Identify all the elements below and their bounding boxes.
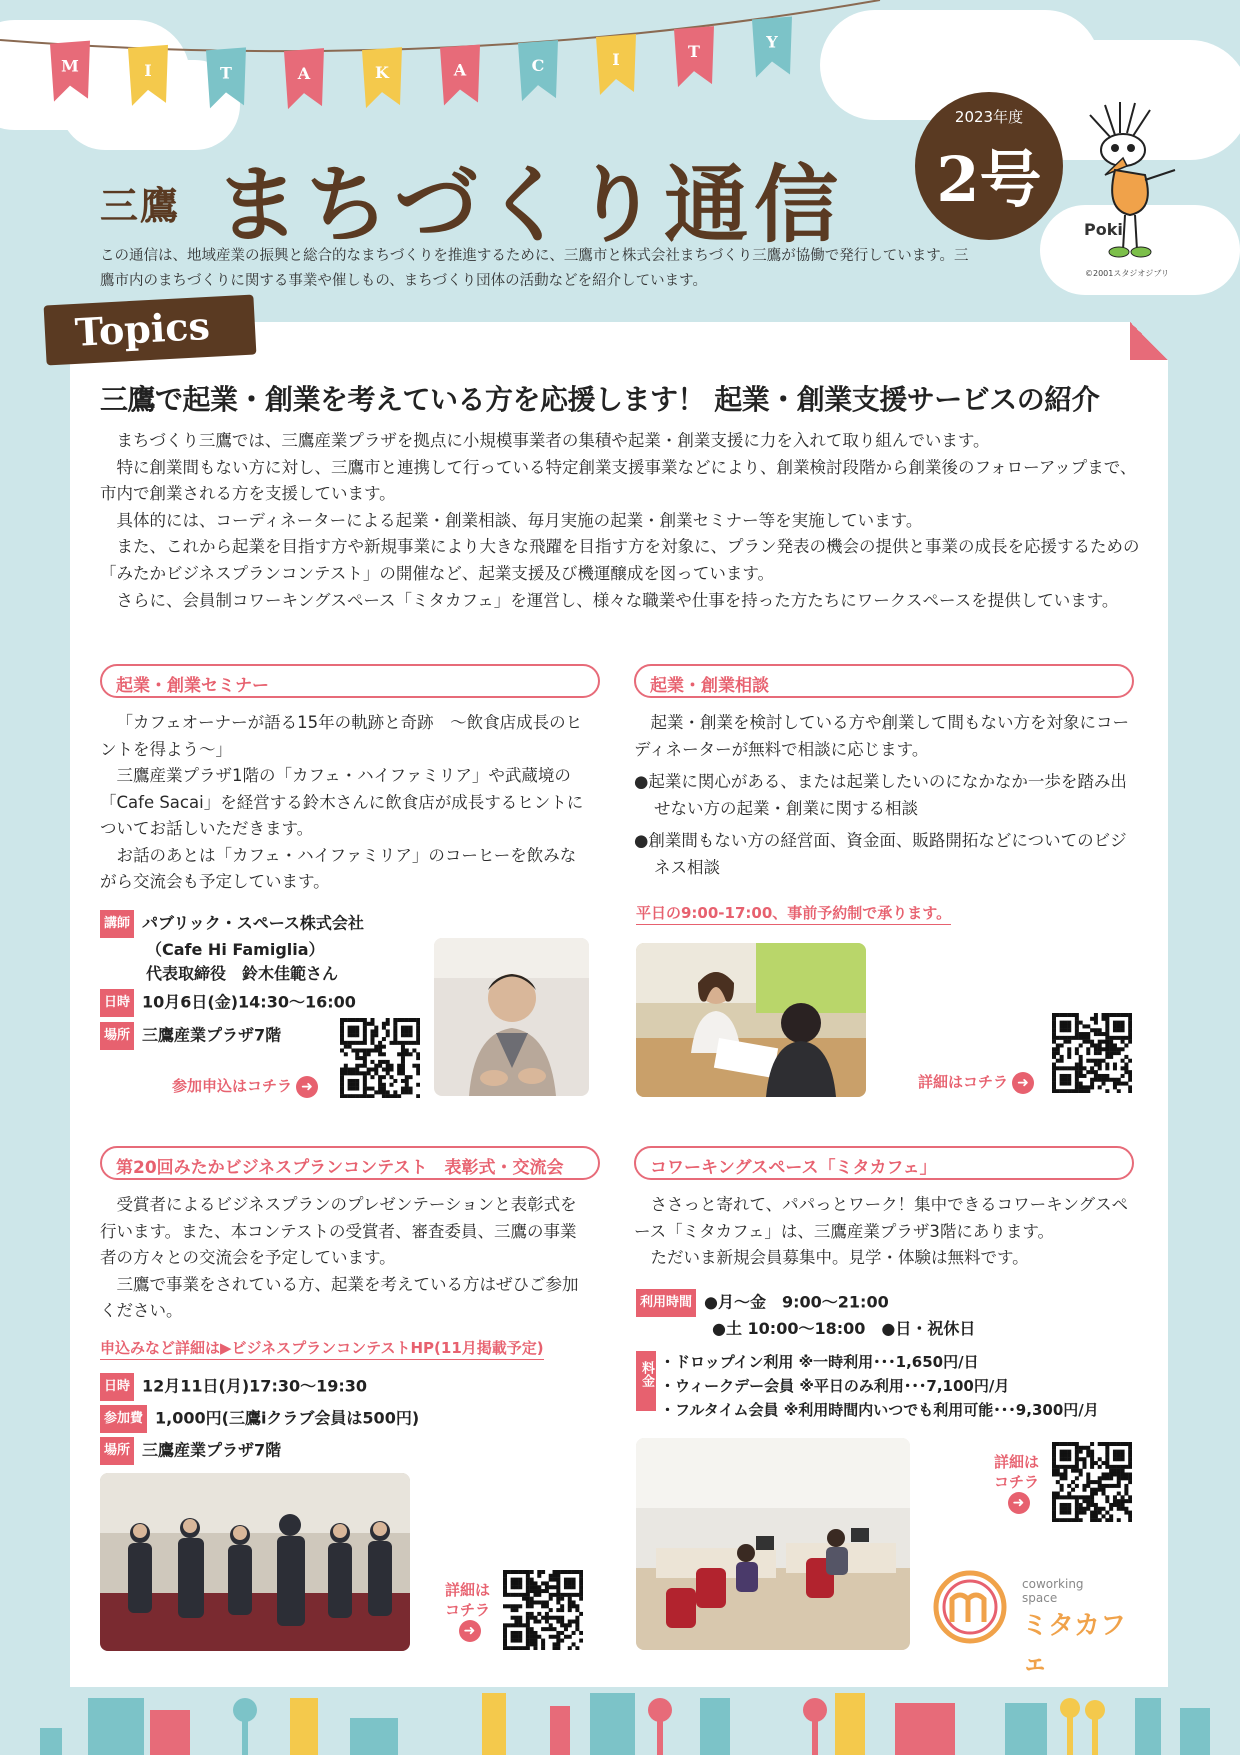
arrow-right-icon: ➜: [296, 1076, 318, 1098]
paragraph: さらに、会員制コワーキングスペース「ミタカフェ」を運営し、様々な職業や仕事を持った方たちにワークスペースを提供しています。: [116, 590, 1119, 610]
place-tag: 場所: [100, 1437, 134, 1465]
mitakafe-logo: [930, 1567, 1140, 1678]
list-item: ●創業間もない方の経営面、資金面、販路開拓などについてのビジネス相談: [634, 831, 1127, 877]
bunting-letter: I: [144, 60, 152, 80]
paragraph: 「カフェオーナーが語る15年の軌跡と奇跡 〜飲食店成長のヒントを得よう〜」: [100, 713, 583, 759]
paragraph: 三鷹産業プラザ1階の「カフェ・ハイファミリア」や武蔵境の「Cafe Sacai」を経営する鈴木さんに飲食店が成長するヒントについてお話しいただきます。: [100, 766, 584, 838]
contest-more-link[interactable]: [445, 1580, 490, 1642]
coworking-fees: [660, 1350, 1140, 1422]
paragraph: 具体的には、コーディネーターによる起業・創業相談、毎月実施の起業・創業セミナー等を実施しています。: [116, 510, 923, 530]
topics-headline: 三鷹で起業・創業を考えている方を応援します！ 起業・創業支援サービスの紹介: [100, 383, 1100, 416]
place-tag: 場所: [100, 1022, 134, 1050]
paragraph: ただいま新規会員募集中。見学・体験は無料です。: [650, 1248, 1029, 1267]
seminar-apply-label[interactable]: 参加申込はコチラ: [172, 1077, 293, 1095]
fee-line: ・ウィークデー会員 ※平日のみ利用･･･7,100円/月: [660, 1377, 1010, 1395]
logo-sub2: space: [1022, 1591, 1058, 1605]
topics-label: Topics: [73, 302, 211, 355]
bunting-letter: A: [453, 60, 467, 80]
fee-tag-label: 料金: [639, 1361, 654, 1387]
coworking-heading: コワーキングスペース「ミタカフェ」: [634, 1146, 1134, 1180]
qr-code[interactable]: [340, 1018, 420, 1098]
topics-body: [100, 428, 1140, 614]
paragraph: ささっと寄れて、パパっとワーク！集中できるコワーキングスペース「ミタカフェ」は、三鷹産業プラザ3階にあります。: [634, 1195, 1129, 1241]
seminar-heading: 起業・創業セミナー: [100, 664, 600, 698]
seminar-date-value: 10月6日(金)14:30〜16:00: [142, 992, 356, 1012]
topics-tag: [44, 295, 257, 366]
lecturer-line: 代表取締役 鈴木佳範さん: [146, 964, 339, 983]
consult-body: [634, 710, 1134, 881]
date-tag: 日時: [100, 1373, 134, 1401]
qr-code[interactable]: [1052, 1013, 1132, 1093]
consult-note-text: 平日の9:00-17:00、事前予約制で承ります。: [636, 904, 951, 925]
bunting-letter: I: [612, 49, 620, 69]
consult-note: [636, 902, 951, 923]
card-corner-fold: [1130, 322, 1168, 360]
city-name: 三鷹: [100, 183, 181, 228]
bunting-letter: C: [531, 56, 545, 76]
consult-photo: [636, 943, 866, 1097]
consult-heading: 起業・創業相談: [634, 664, 1134, 698]
arrow-right-icon: ➜: [1008, 1492, 1030, 1514]
mascot-name: Poki: [1084, 220, 1123, 239]
contest-details-link[interactable]: [100, 1337, 544, 1358]
contest-heading: 第20回みたかビジネスプランコンテスト 表彰式・交流会: [100, 1146, 600, 1180]
bunting-letter: Y: [766, 32, 778, 52]
copyright: ©2001スタジオジブリ: [1085, 269, 1170, 278]
bunting-letter: K: [375, 63, 389, 83]
qr-code[interactable]: [1052, 1442, 1132, 1522]
bunting-letter: T: [220, 63, 232, 83]
coworking-detail-link[interactable]: [994, 1452, 1039, 1514]
issue-year: 2023年度: [954, 108, 1024, 126]
link-line[interactable]: 詳細は: [994, 1453, 1040, 1471]
contest-place-value: 三鷹産業プラザ7階: [142, 1440, 282, 1460]
issue-badge: [915, 92, 1063, 240]
consult-detail-link[interactable]: [918, 1071, 1034, 1094]
contest-fee: [100, 1405, 580, 1433]
cityscape-illustration: [0, 1688, 1240, 1755]
paragraph: 三鷹で事業をされている方、起業を考えている方はぜひご参加ください。: [100, 1274, 579, 1320]
paragraph: お話のあとは「カフェ・ハイファミリア」のコーヒーを飲みながら交流会も予定しています。: [100, 845, 577, 891]
hours-line: ●月〜金 9:00〜21:00: [704, 1292, 889, 1312]
qr-code[interactable]: [503, 1570, 583, 1650]
paragraph: 特に創業間もない方に対し、三鷹市と連携して行っている特定創業支援事業などにより、創業検討段階から創業後のフォローアップまで、市内で創業される方を支援しています。: [100, 457, 1137, 504]
lecturer-line: パブリック・スペース株式会社: [142, 913, 364, 933]
bunting-letter: M: [61, 56, 79, 76]
bunting-letter: A: [297, 64, 311, 84]
bunting-flags: [0, 0, 900, 140]
fee-line: ・フルタイム会員 ※利用時間内いつでも利用可能･･･9,300円/月: [660, 1401, 1099, 1419]
seminar-place-value: 三鷹産業プラザ7階: [142, 1025, 282, 1045]
contest-details-text[interactable]: 申込みなど詳細は▶ビジネスプランコンテストHP(11月掲載予定): [100, 1339, 544, 1360]
arrow-right-icon: ➜: [1012, 1072, 1034, 1094]
arrow-right-icon: ➜: [459, 1620, 481, 1642]
seminar-speaker-photo: [434, 938, 589, 1096]
paragraph: また、これから起業を目指す方や新規事業により大きな飛躍を目指す方を対象に、プラン発表の機会の提供と事業の成長を応援するための「みたかビジネスプランコンテスト」の開催など、起業支援及び機運醸成を図っています。: [100, 537, 1140, 583]
paragraph: まちづくり三鷹では、三鷹産業プラザを拠点に小規模事業者の集積や起業・創業支援に力を入れて取り組んでいます。: [116, 431, 990, 450]
issue-number: 2号: [936, 143, 1042, 216]
list-item: ●起業に関心がある、または起業したいのになかなか一歩を踏み出せない方の起業・創業に関する相談: [634, 772, 1127, 818]
fee-tag: 参加費: [100, 1405, 147, 1433]
hours-tag: 利用時間: [636, 1289, 696, 1317]
bunting-letter: T: [688, 42, 700, 62]
contest-date: [100, 1373, 580, 1401]
paragraph: 起業・創業を検討している方や創業して間もない方を対象にコーディネーターが無料で相談に応じます。: [634, 713, 1129, 759]
lecturer-line: （Cafe Hi Famiglia）: [146, 940, 325, 959]
contest-fee-value: 1,000円(三鷹iクラブ会員は500円): [155, 1408, 420, 1428]
fee-line: ・ドロップイン利用 ※一時利用･･･1,650円/日: [660, 1353, 979, 1371]
bunting-string: [0, 0, 880, 51]
link-line[interactable]: 詳細は: [445, 1581, 491, 1599]
coworking-photo: [636, 1438, 910, 1650]
page-title: まちづくり通信: [215, 155, 845, 254]
fee-tag-vertical: [636, 1351, 656, 1411]
contest-date-value: 12月11日(月)17:30〜19:30: [142, 1376, 368, 1396]
coworking-body: [634, 1192, 1134, 1272]
link-line[interactable]: コチラ: [445, 1601, 491, 1619]
consult-detail-label[interactable]: 詳細はコチラ: [918, 1073, 1009, 1091]
logo-name: ミタカフェ: [1022, 1611, 1127, 1678]
lecturer-tag: 講師: [100, 910, 134, 938]
seminar-apply-link[interactable]: [172, 1075, 318, 1098]
mitakafe-logo-mark: [930, 1567, 1010, 1647]
date-tag: 日時: [100, 989, 134, 1017]
seminar-lecturer: [100, 910, 430, 986]
contest-body: [100, 1192, 592, 1325]
coworking-hours: [636, 1289, 1136, 1341]
contest-place: [100, 1437, 580, 1465]
seminar-date: [100, 989, 430, 1017]
contest-event-photo: [100, 1473, 410, 1651]
seminar-body: [100, 710, 592, 896]
logo-sub1: coworking: [1022, 1577, 1084, 1591]
hours-line: ●土 10:00〜18:00 ●日・祝休日: [712, 1319, 976, 1338]
paragraph: 受賞者によるビジネスプランのプレゼンテーションと表彰式を行います。また、本コンテストの受賞者、審査委員、三鷹の事業者の方々との交流会を予定しています。: [100, 1195, 577, 1267]
mascot-illustration: [1075, 100, 1195, 270]
intro-text: この通信は、地域産業の振興と総合的なまちづくりを推進するために、三鷹市と株式会社まちづくり三鷹が協働で発行しています。三鷹市内のまちづくりに関する事業や催しもの、まちづくり団体の活動などを紹介しています。: [100, 248, 969, 289]
link-line[interactable]: コチラ: [994, 1473, 1040, 1491]
